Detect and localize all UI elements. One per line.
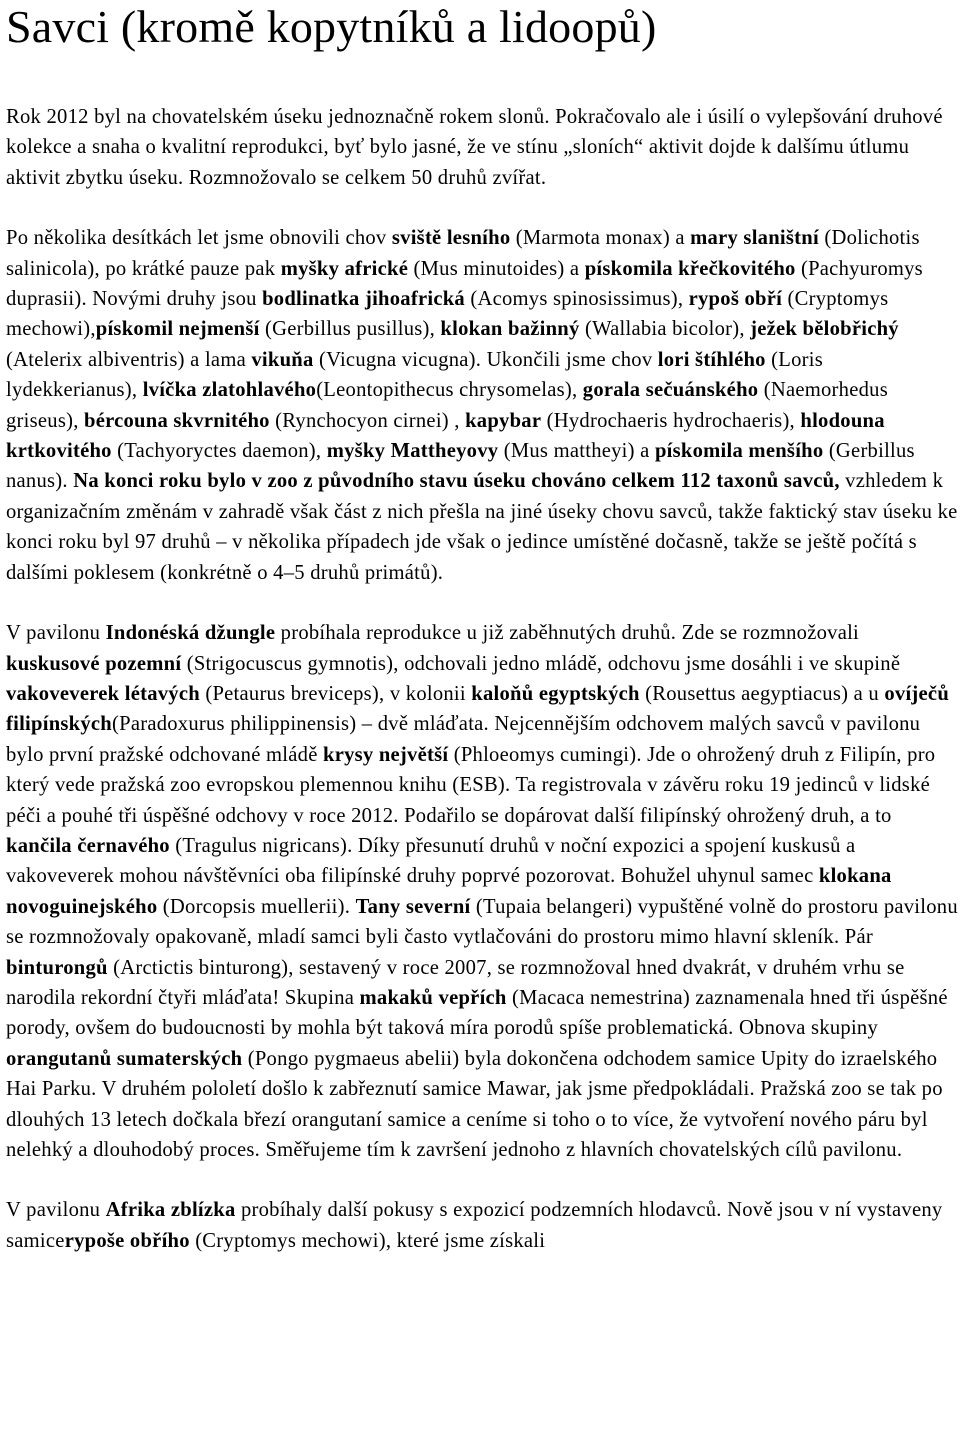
text-run: (Leontopithecus chrysomelas),: [316, 379, 583, 402]
bold-species-name: myšky Mattheyovy: [326, 440, 499, 463]
bold-species-name: vikuňa: [251, 348, 314, 371]
bold-species-name: pískomila křečkovitého: [584, 257, 796, 280]
text-run: (Tachyoryctes daemon),: [111, 440, 327, 463]
bold-species-name: gorala sečuánského: [582, 379, 759, 402]
text-run: (Strigocuscus gymnotis), odchovali jedno mládě, odchovu jsme dosáhli i ve skupině: [181, 652, 901, 675]
bold-species-name: bércouna skvrnitého: [84, 409, 270, 432]
bold-species-name: pískomila menšího: [654, 440, 824, 463]
bold-species-name: klokana novoguinejského: [6, 865, 892, 918]
text-run: (Tragulus nigricans). Díky přesunutí druhů v noční expozici a spojení kuskusů a vakoveverek mohou návštěvníci oba filipínské druhy poprvé pozorovat. Bohužel uhynul samec: [6, 834, 856, 888]
text-run: (Paradoxurus philippinensis) – dvě mláďata. Nejcennějším odchovem malých savců v pavilonu bylo první pražské odchované mládě: [6, 713, 921, 766]
bold-species-name: klokan bažinný: [440, 318, 580, 341]
bold-species-name: Indonéská džungle: [105, 622, 276, 645]
text-run: (Arctictis binturong), sestavený v roce 2007, se rozmnožoval hned dvakrát, v druhém vrhu se narodila rekordní čtyři mláďata! Skupina: [6, 956, 905, 1009]
text-run: V pavilonu: [6, 1199, 106, 1222]
bold-species-name: krysy největší: [322, 743, 449, 766]
text-run: (Vicugna vicugna). Ukončili jsme chov: [313, 348, 658, 371]
text-run: (Marmota monax) a: [510, 227, 691, 250]
text-run: (Cryptomys mechowi), které jsme získali: [189, 1229, 546, 1252]
paragraph-species-changes: [6, 223, 958, 588]
text-run: (Petaurus breviceps), v kolonii: [199, 682, 472, 705]
text-run: (Wallabia bicolor),: [579, 318, 751, 341]
document-page: [6, 0, 958, 1256]
bold-species-name: ježek bělobřichý: [750, 318, 899, 341]
text-run: (Tupaia belangeri) vypuštěné volně do prostoru pavilonu se rozmnožovaly opakovaně, mladí samci byli často vytlačováni do prostoru mimo hlavní skleník. Pár: [6, 895, 958, 949]
text-run: vzhledem k organizačním změnám v zahradě však část z nich přešla na jiné úseky chovu savců, takže faktický stav úseku ke konci roku byl 97 druhů – v několika případech jde však o jedince umístěné dočasně, takže se ještě počítá s dalšími poklesem (konkrétně o 4–5 druhů primátů).: [6, 470, 958, 584]
bold-species-name: orangutanů sumaterských: [6, 1047, 243, 1070]
bold-species-name: kuskusové pozemní: [6, 652, 182, 675]
text-run: (Dolichotis salinicola), po krátké pauze pak: [6, 227, 920, 280]
text-run: (Pachyuromys duprasii). Novými druhy jsou: [6, 257, 923, 311]
text-run: V pavilonu: [6, 622, 106, 645]
text-run: Rok 2012 byl na chovatelském úseku jednoznačně rokem slonů. Pokračovalo ale i úsilí o vylepšování druhové kolekce a snaha o kvalitní reprodukci, byť bylo jasné, že ve stínu „sloních“ aktivit dojde k dalšímu útlumu aktivit zbytku úseku. Rozmnožovalo se celkem 50 druhů zvířat.: [6, 106, 943, 189]
text-run: (Gerbillus pusillus),: [259, 318, 441, 341]
text-run: (Cryptomys mechowi),: [6, 288, 889, 341]
bold-species-name: bodlinatka jihoafrická: [262, 288, 465, 311]
bold-species-name: Tany severní: [355, 895, 471, 918]
bold-species-name: ovíječů filipínských: [6, 682, 950, 736]
paragraph-indonesian-jungle: [6, 618, 958, 1165]
bold-species-name: rypoš obří: [688, 288, 783, 311]
text-run: (Rousettus aegyptiacus) a u: [639, 682, 885, 705]
bold-species-name: hlodouna krtkovitého: [6, 409, 885, 463]
text-run: (Atelerix albiventris) a lama: [6, 348, 252, 371]
text-run: (Rynchocyon cirnei) ,: [269, 409, 466, 432]
page-title: Savci (kromě kopytníků a lidoopů): [6, 1, 657, 52]
bold-species-name: kaloňů egyptských: [471, 682, 640, 705]
text-run: (Dorcopsis muellerii).: [157, 895, 356, 918]
paragraph-intro: [6, 102, 958, 193]
bold-species-name: Afrika zblízka: [105, 1199, 236, 1222]
bold-species-name: mary slaništní: [690, 227, 819, 250]
text-run: (Acomys spinosissimus),: [464, 288, 689, 311]
text-run: (Macaca nemestrina) zaznamenala hned tři úspěšné porody, ovšem do budoucnosti by mohla být taková míra porodů spíše problematická. Obnova skupiny: [6, 986, 948, 1040]
bold-species-name: makaků vepřích: [359, 986, 507, 1009]
paragraph-africa-up-close: [6, 1195, 958, 1256]
text-run: Po několika desítkách let jsme obnovili chov: [6, 227, 392, 250]
bold-species-name: myšky africké: [280, 257, 409, 280]
text-run: (Mus mattheyi) a: [498, 440, 655, 463]
bold-species-name: lvíčka zlatohlavého: [142, 379, 317, 402]
text-run: probíhaly další pokusy s expozicí podzemních hlodavců. Nově jsou v ní vystaveny samice: [6, 1199, 943, 1252]
text-run: probíhala reprodukce u již zaběhnutých druhů. Zde se rozmnožovali: [275, 622, 860, 645]
bold-species-name: sviště lesního: [391, 227, 511, 250]
text-run: (Gerbillus nanus).: [6, 440, 915, 493]
bold-species-name: lori štíhlého: [657, 348, 766, 371]
bold-species-name: kančila černavého: [6, 834, 170, 857]
bold-species-name: rypoše obřího: [64, 1229, 190, 1252]
bold-species-name: kapybar: [465, 409, 542, 432]
bold-species-name: vakoveverek létavých: [6, 682, 200, 705]
text-run: (Pongo pygmaeus abelii) byla dokončena odchodem samice Upity do izraelského Hai Parku. V druhém pololetí došlo k zabřeznutí samice Mawar, jak jsme předpokládali. Pražská zoo se tak po dlouhých 13 letech dočkala březí orangutaní samice a ceníme si toho o to více, že vytvoření nového páru byl nelehký a dlouhodobý proces. Směřujeme tím k završení jednoho z hlavních chovatelských cílů pavilonu.: [6, 1047, 943, 1161]
bold-species-name: Na konci roku bylo v zoo z původního stavu úseku chováno celkem 112 taxonů savců,: [73, 470, 840, 493]
bold-species-name: binturongů: [6, 956, 108, 979]
text-run: (Hydrochaeris hydrochaeris),: [541, 409, 801, 432]
text-run: (Phloeomys cumingi). Jde o ohrožený druh z Filipín, pro který vede pražská zoo evropskou plemennou knihu (ESB). Ta registrovala v závěru roku 19 jedinců v lidské péči a pouhé tři úspěšné odchovy v roce 2012. Podařilo se dopárovat další filipínský ohrožený druh, a to: [6, 743, 936, 827]
bold-species-name: pískomil nejmenší: [95, 318, 260, 341]
text-run: (Mus minutoides) a: [408, 257, 585, 280]
text-run: (Loris lydekkerianus),: [6, 348, 823, 402]
text-run: (Naemorhedus griseus),: [6, 379, 888, 432]
